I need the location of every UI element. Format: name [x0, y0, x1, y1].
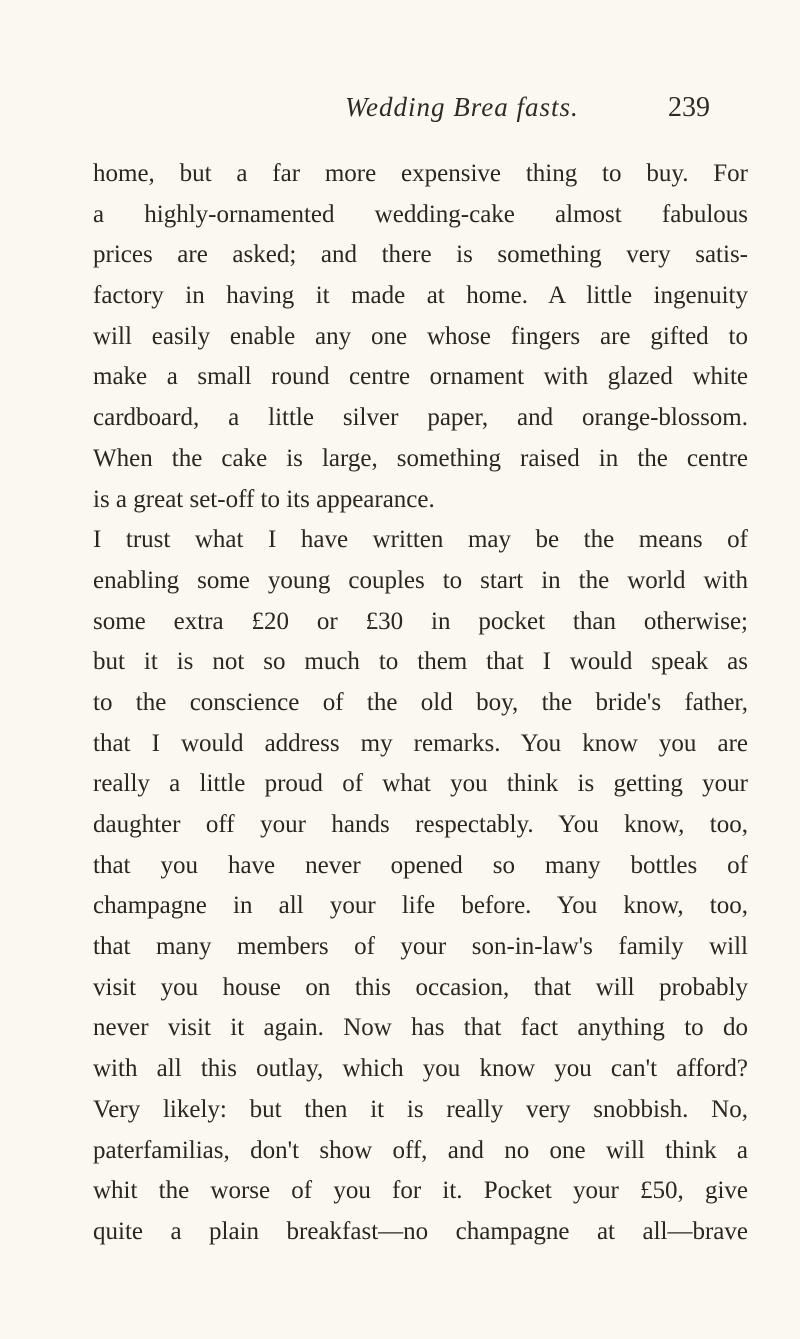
- text-line: When the cake is large, something raised in the centre: [93, 444, 748, 472]
- page-number: 239: [668, 92, 710, 123]
- text-line: a highly-ornamented wedding-cake almost fabulous: [93, 200, 748, 228]
- text-line: visit you house on this occasion, that will probably: [93, 973, 748, 1001]
- text-line: with all this outlay, which you know you can't afford?: [93, 1055, 748, 1083]
- text-line: is a great set-off to its appearance.: [93, 485, 435, 513]
- text-line: will easily enable any one whose fingers are gifted to: [93, 322, 748, 350]
- text-line: daughter off your hands respectably. You know, too,: [93, 811, 748, 838]
- text-line: Very likely: but then it is really very snobbish. No,: [93, 1095, 748, 1123]
- text-line: cardboard, a little silver paper, and orange-blossom.: [93, 404, 748, 432]
- text-line: really a little proud of what you think is getting your: [93, 770, 748, 798]
- text-line: quite a plain breakfast—no champagne at all—brave: [93, 1217, 748, 1245]
- text-line: champagne in all your life before. You know, too,: [93, 892, 748, 920]
- text-line: I trust what I have written may be the means of: [93, 526, 748, 554]
- text-line: whit the worse of you for it. Pocket your £50, give: [93, 1177, 748, 1205]
- text-line: paterfamilias, don't show off, and no one will think a: [93, 1136, 748, 1164]
- text-line: home, but a far more expensive thing to buy. For: [93, 160, 748, 187]
- text-line: that many members of your son-in-law's family will: [93, 933, 748, 961]
- text-line: prices are asked; and there is something very satis-: [93, 241, 748, 269]
- text-line: make a small round centre ornament with glazed white: [93, 363, 748, 391]
- text-line: that I would address my remarks. You know you are: [93, 729, 748, 757]
- text-line: that you have never opened so many bottles of: [93, 851, 748, 879]
- running-head: [0, 92, 800, 132]
- text-line: factory in having it made at home. A little ingenuity: [93, 282, 748, 310]
- body-text: [93, 154, 748, 1253]
- text-line: to the conscience of the old boy, the bride's father,: [93, 688, 748, 716]
- text-line: but it is not so much to them that I would speak as: [93, 648, 748, 676]
- text-line: some extra £20 or £30 in pocket than otherwise;: [93, 607, 748, 635]
- text-line: enabling some young couples to start in the world with: [93, 566, 748, 594]
- text-line: never visit it again. Now has that fact anything to do: [93, 1014, 748, 1042]
- running-head-title: Wedding Brea fasts.: [345, 92, 579, 122]
